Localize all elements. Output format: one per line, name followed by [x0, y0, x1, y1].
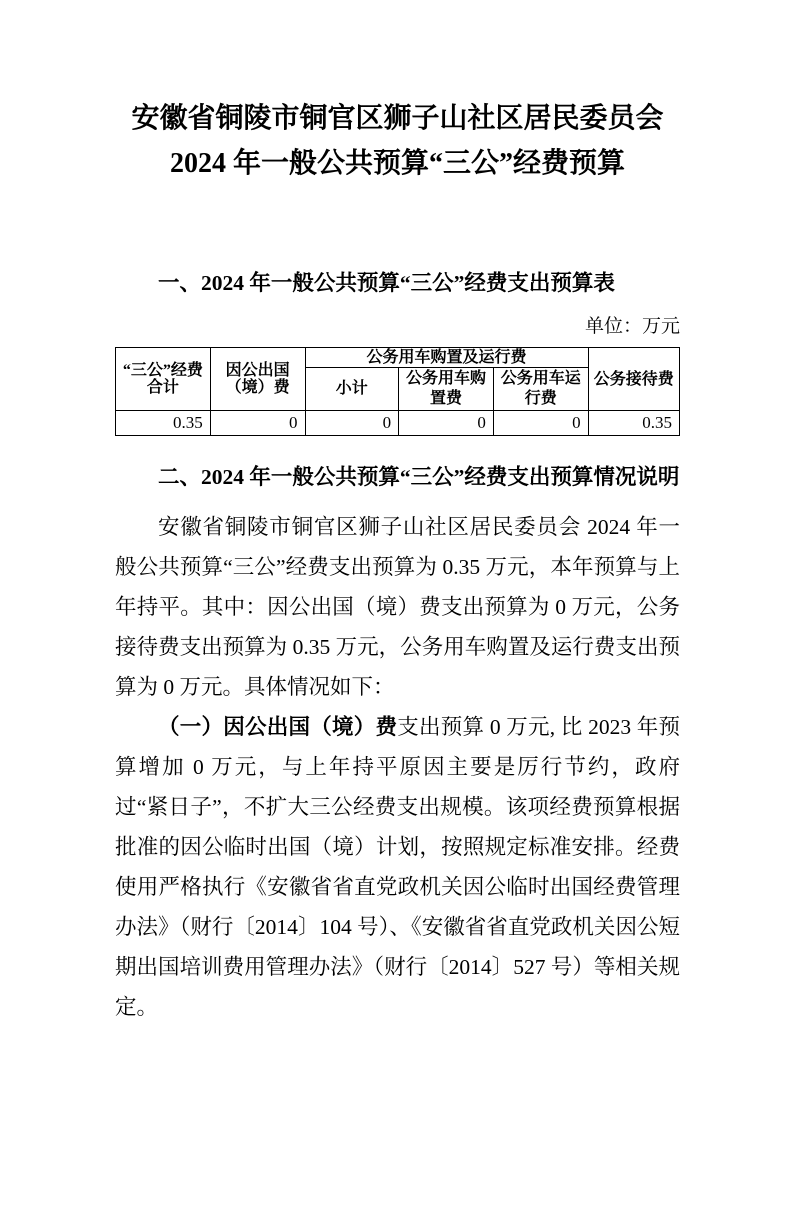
- header-cell-total: “三公”经费合计: [116, 348, 211, 411]
- document-title: [115, 96, 680, 186]
- header-cell-reception: 公务接待费: [588, 348, 679, 411]
- table-data-row: [116, 411, 680, 436]
- document-title-line2: 2024 年一般公共预算“三公”经费预算: [169, 148, 625, 179]
- value-cell-abroad: 0: [210, 411, 305, 436]
- document-title-line1: 安徽省铜陵市铜官区狮子山社区居民委员会: [131, 103, 664, 134]
- value-cell-total: 0.35: [116, 411, 211, 436]
- value-cell-vehicle-subtotal: 0: [305, 411, 399, 436]
- paragraph-summary: 安徽省铜陵市铜官区狮子山社区居民委员会 2024 年一般公共预算“三公”经费支出预算为 0.35 万元，本年预算与上年持平。其中：因公出国（境）费支出预算为 0 万元，公务接待费支出预算为 0.35 万元，公务用车购置及运行费支出预算为 0 万元。具体情况如下：: [115, 515, 680, 699]
- value-cell-vehicle-purchase: 0: [399, 411, 494, 436]
- header-cell-abroad: 因公出国（境）费: [210, 348, 305, 411]
- header-cell-vehicle-operation: 公务用车运行费: [493, 368, 588, 411]
- paragraph-abroad: [115, 707, 680, 1027]
- header-cell-vehicle-subtotal: 小计: [305, 368, 399, 411]
- paragraph-abroad-lead: （一）因公出国（境）费: [158, 715, 398, 739]
- header-cell-vehicle-group: 公务用车购置及运行费: [305, 348, 588, 368]
- document-page: [0, 96, 793, 1218]
- section1-heading: 一、2024 年一般公共预算“三公”经费支出预算表: [158, 271, 615, 295]
- value-cell-vehicle-operation: 0: [493, 411, 588, 436]
- document-content: [0, 96, 793, 1027]
- unit-label: 单位：万元: [584, 316, 680, 337]
- header-cell-vehicle-purchase: 公务用车购置费: [399, 368, 494, 411]
- section2-heading: 二、2024 年一般公共预算“三公”经费支出预算情况说明: [158, 465, 680, 489]
- table-header-row-1: [116, 348, 680, 368]
- value-cell-reception: 0.35: [588, 411, 679, 436]
- budget-table: [115, 347, 680, 436]
- paragraph-abroad-body: 支出预算 0 万元, 比 2023 年预算增加 0 万元，与上年持平原因主要是厉行节约，政府过“紧日子”，不扩大三公经费支出规模。该项经费预算根据批准的因公临时出国（境）计划，按照规定标准安排。经费使用严格执行《安徽省省直党政机关因公临时出国经费管理办法》（财行〔2014〕104 号）、《安徽省省直党政机关因公短期出国培训费用管理办法》（财行〔2014〕527 号）等相关规定。: [115, 715, 680, 1019]
